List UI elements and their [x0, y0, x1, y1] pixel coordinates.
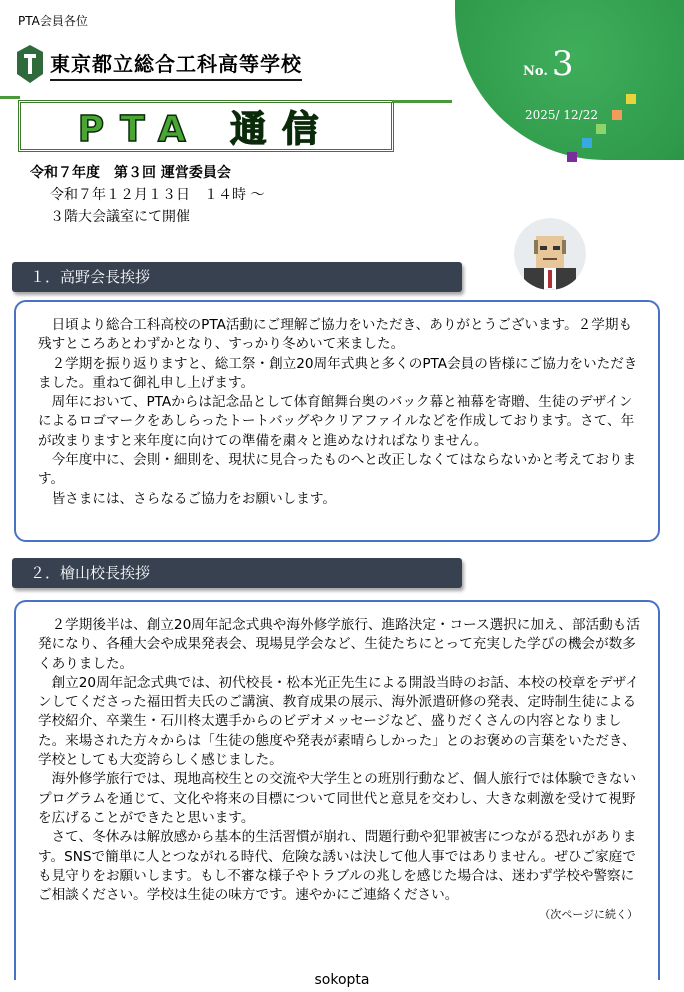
decor-square-orange — [612, 110, 622, 120]
decor-rule-mid — [392, 100, 452, 103]
body-paragraph: ２学期後半は、創立20周年記念式典や海外修学旅行、進路決定・コース選択に加え、部活動も活発になり、各種大会や成果発表会、現場見学会など、生徒たちにとって充実した学びの機会が数多くありました。 — [38, 617, 640, 672]
recipient-line: PTA会員各位 — [18, 14, 88, 28]
meeting-datetime: 令和７年１２月１３日 １４時 ～ — [50, 187, 265, 203]
body-paragraph: 周年において、PTAからは記念品として体育館舞台奥のバック幕と袖幕を寄贈、生徒のデザインによるロゴマークをあしらったトートバッグやクリアファイルなどを作成しております。さて、年が改まりますと来年度に向けての準備を粛々と進めなければなりません。 — [38, 394, 635, 449]
decor-square-purple — [567, 152, 577, 162]
decor-rule-left — [0, 96, 20, 99]
meeting-title: 令和７年度 第３回 運営委員会 — [30, 165, 231, 181]
decor-square-green — [596, 124, 606, 134]
decor-square-yellow — [626, 94, 636, 104]
issue-number: 3 — [551, 44, 574, 84]
body-paragraph: さて、冬休みは解放感から基本的生活習慣が崩れ、問題行動や犯罪被害につながる恐れがあります。SNSで簡単に人とつながれる時代、危険な誘いは決して他人事ではありません。ぜひご家庭でも見守りをお願いします。もし不審な様子やトラブルの兆しを感じた場合は、迷わず学校や警察にご相談ください。学校は生徒の味方です。速やかにご連絡ください。 — [38, 829, 637, 904]
section-body-chair — [14, 300, 660, 542]
issue-number-block — [523, 44, 574, 84]
continued-note: （次ページに続く） — [539, 908, 638, 922]
section-heading-chair: １．高野会長挨拶 — [12, 262, 462, 292]
body-paragraph: 海外修学旅行では、現地高校生との交流や大学生との班別行動など、個人旅行では体験できないプログラムを通じて、文化や将来の目標について同世代と意見を交わし、大きな刺激を受けて視野を広げることができたと思います。 — [38, 771, 637, 826]
issue-label: No. — [523, 64, 548, 79]
body-paragraph: 創立20周年記念式典では、初代校長・松本光正先生による開設当時のお話、本校の校章をデザインしてくださった福田哲夫氏のご講演、教育成果の展示、海外派遣研修の発表、定時制生徒による学校紹介、卒業生・石川柊太選手からのビデオメッセージなど、盛りだくさんの内容となりました。来場された方々からは「生徒の態度や発表が素晴らしかった」とのお褒めの言葉をいただき、学校としても大変誇らしく感じました。 — [38, 674, 639, 769]
school-name: 東京都立総合工科高等学校 — [50, 48, 302, 81]
body-paragraph: 日頃より総合工科高校のPTA活動にご理解ご協力をいただき、ありがとうございます。２学期も残すところあとわずかとなり、すっかり冬めいて来ました。 — [38, 317, 633, 353]
principal-avatar — [514, 218, 586, 290]
body-paragraph: 皆さまには、さらなるご協力をお願いします。 — [51, 490, 336, 507]
body-paragraph: ２学期を振り返りますと、総工祭・創立20周年式典と多くのPTA会員の皆様にご協力をいただきました。重ねて御礼申し上げます。 — [38, 355, 638, 391]
section-body-principal — [14, 600, 660, 980]
school-logo — [16, 44, 44, 84]
decor-square-blue — [582, 138, 592, 148]
masthead-title: PTA 通信 — [77, 108, 335, 150]
school-header — [16, 44, 302, 84]
footer-text: sokopta — [314, 972, 370, 988]
body-paragraph: 今年度中に、会則・細則を、現状に見合ったものへと改正しなくてはならないかと考えております。 — [38, 452, 637, 488]
issue-date: 2025/ 12/22 — [525, 108, 598, 122]
masthead — [18, 100, 394, 152]
section-heading-principal: ２．檜山校長挨拶 — [12, 558, 462, 588]
meeting-place: ３階大会議室にて開催 — [50, 209, 190, 225]
